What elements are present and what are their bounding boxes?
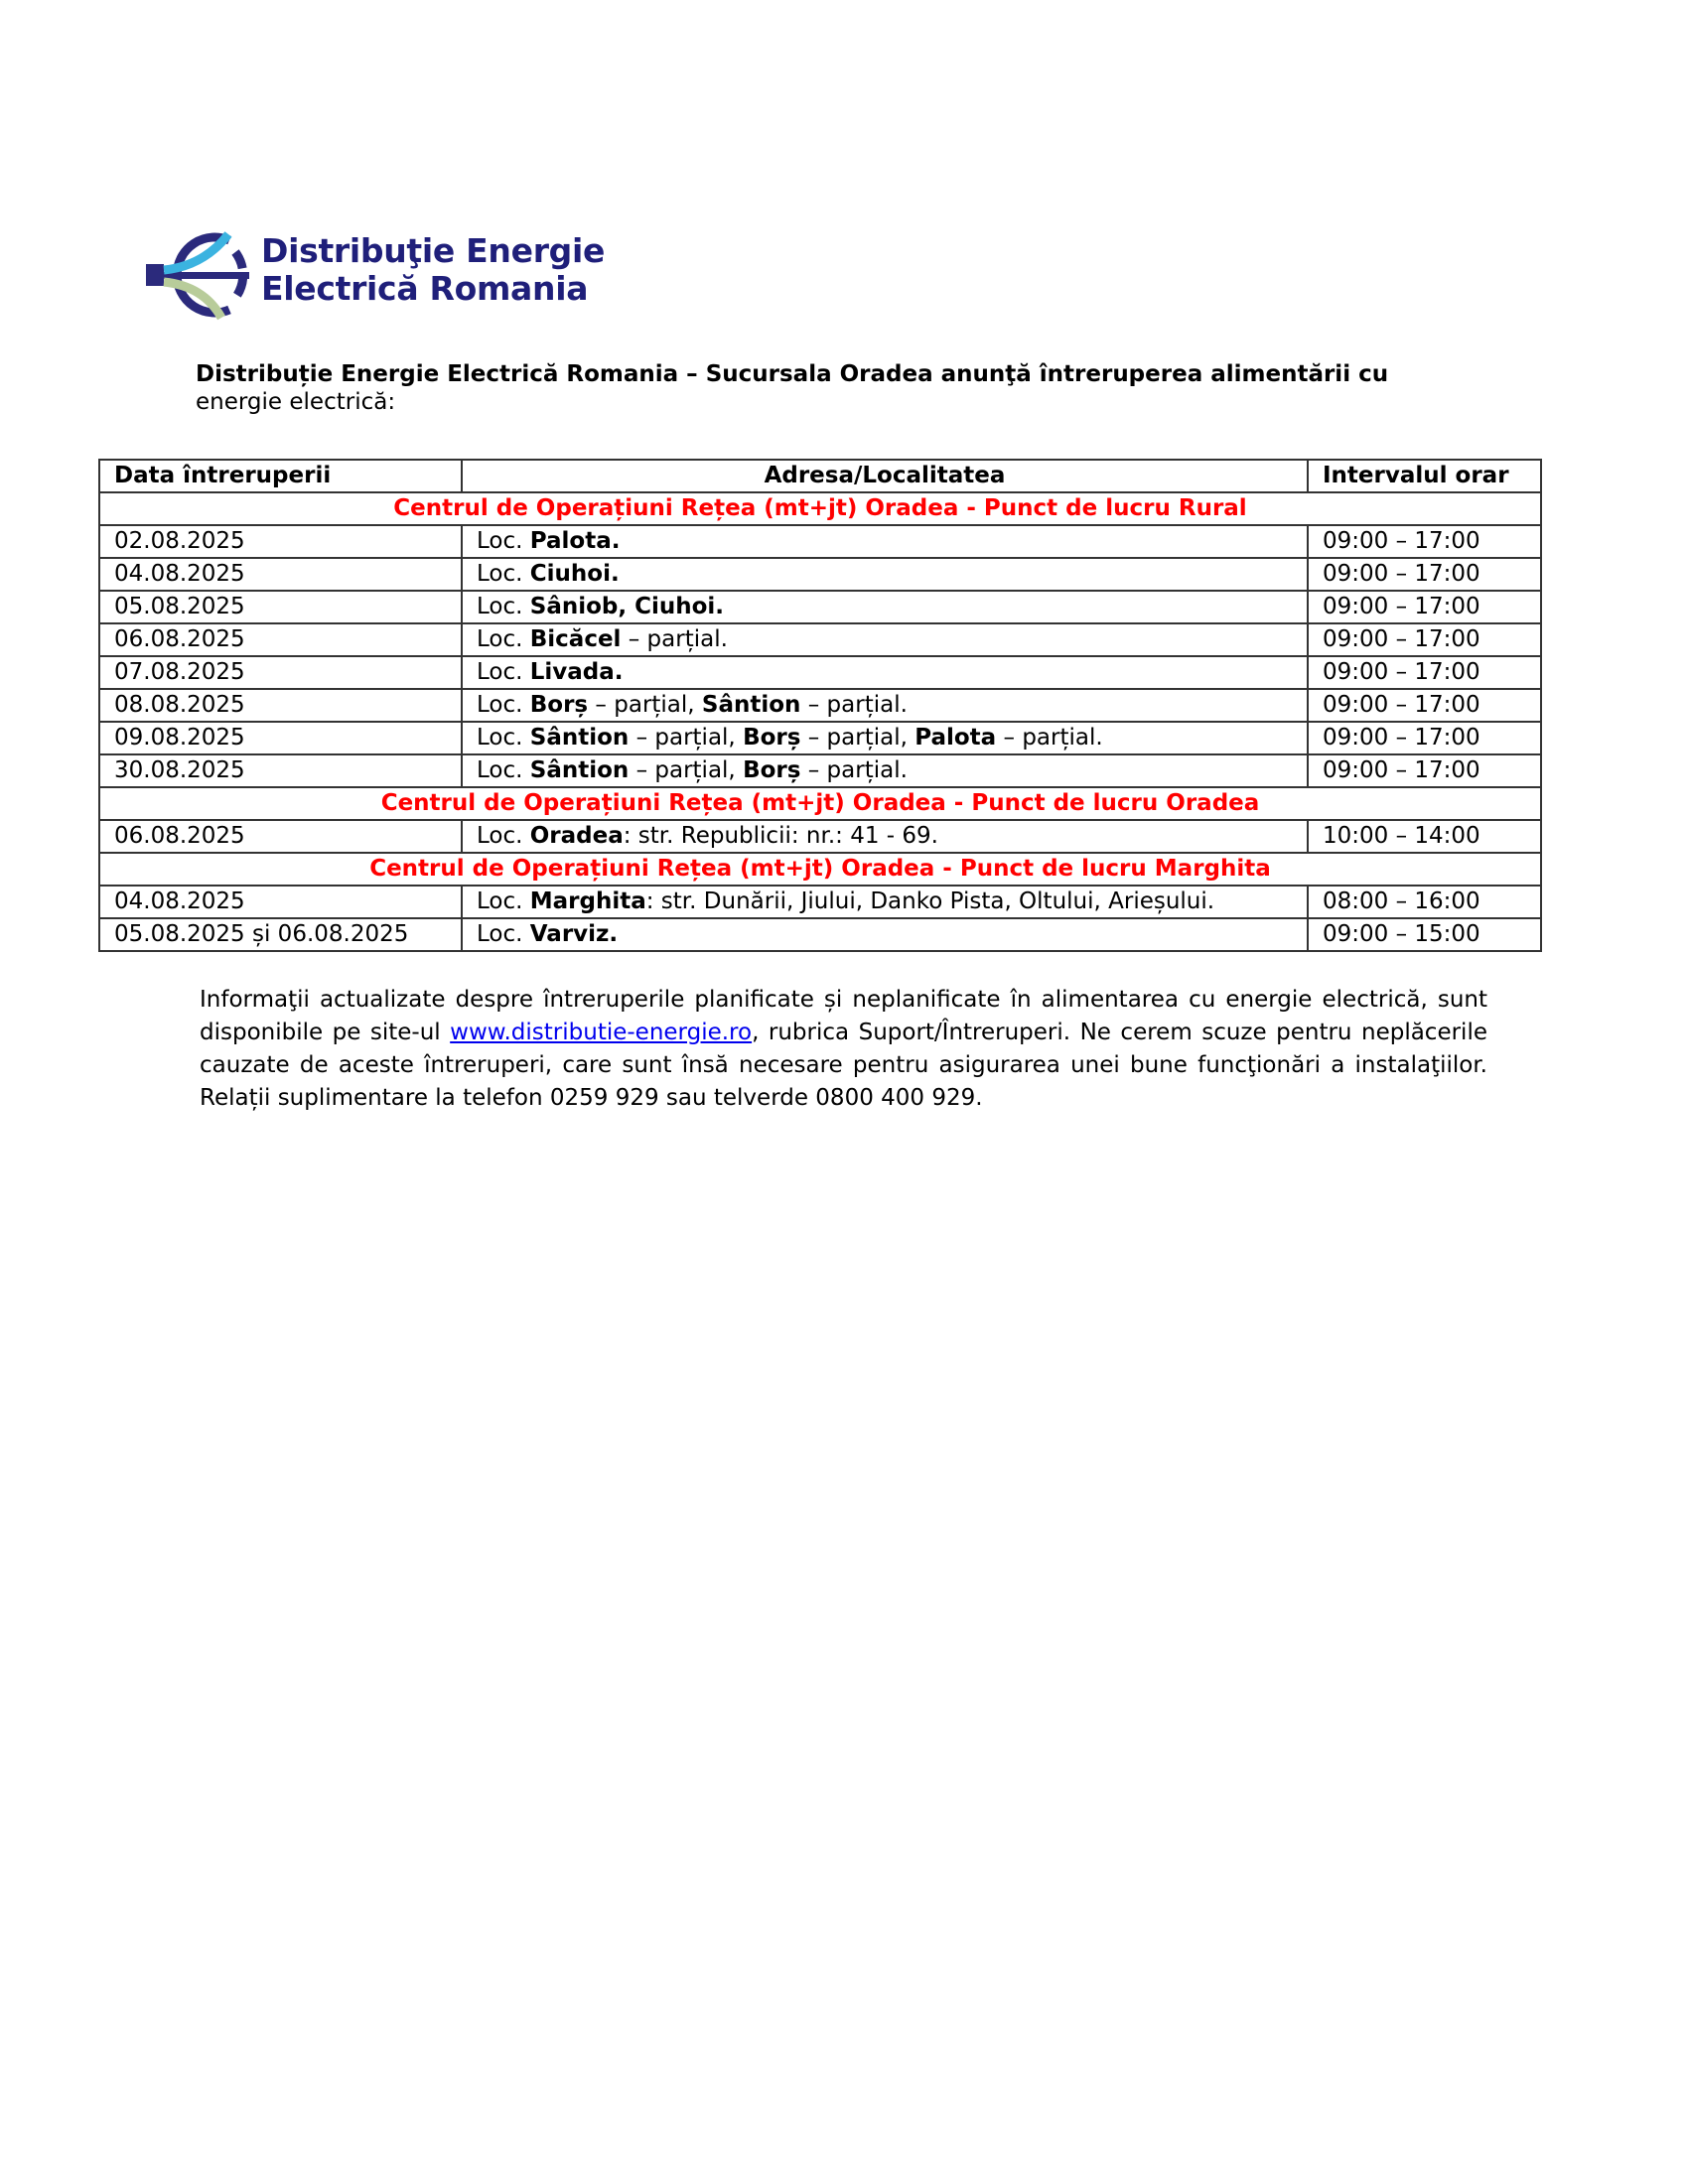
cell-date: 05.08.2025 — [99, 591, 462, 623]
address-text: Loc. — [477, 757, 530, 783]
header-address: Adresa/Localitatea — [462, 460, 1308, 492]
address-text: – parțial. — [800, 757, 908, 783]
address-text: – parțial. — [996, 725, 1103, 751]
section-row — [99, 492, 1541, 525]
table-row — [99, 591, 1541, 623]
cell-interval: 09:00 – 17:00 — [1308, 689, 1541, 722]
address-text: – parțial, — [588, 692, 702, 718]
cell-address — [462, 689, 1308, 722]
cell-interval: 09:00 – 15:00 — [1308, 918, 1541, 951]
cell-address — [462, 656, 1308, 689]
cell-interval: 09:00 – 17:00 — [1308, 656, 1541, 689]
table-row — [99, 656, 1541, 689]
locality-name: Borș — [529, 692, 589, 718]
address-text: Loc. — [477, 921, 530, 947]
locality-name: Palota. — [529, 528, 621, 554]
announcement-heading — [196, 360, 1496, 416]
table-body — [99, 492, 1541, 951]
locality-name: Livada. — [529, 659, 624, 685]
table-header-row — [99, 460, 1541, 492]
address-text: Loc. — [477, 659, 530, 685]
website-link[interactable]: www.distributie-energie.ro — [450, 1020, 753, 1045]
table-row — [99, 525, 1541, 558]
header-date: Data întreruperii — [99, 460, 462, 492]
logo-text — [261, 232, 605, 308]
address-text: – parțial. — [621, 626, 728, 652]
locality-name: Sântion — [529, 725, 630, 751]
table-row — [99, 918, 1541, 951]
table-row — [99, 722, 1541, 754]
heading-normal-line: energie electrică: — [196, 389, 396, 415]
cell-interval: 09:00 – 17:00 — [1308, 525, 1541, 558]
locality-name: Sântion — [701, 692, 801, 718]
outage-table — [98, 459, 1542, 952]
cell-address — [462, 918, 1308, 951]
cell-date: 04.08.2025 — [99, 886, 462, 918]
heading-bold-line: Distribuție Energie Electrică Romania – Sucursala Oradea anunţă întreruperea alimentării cu — [196, 361, 1389, 387]
cell-address — [462, 591, 1308, 623]
section-title: Centrul de Operațiuni Rețea (mt+jt) Oradea - Punct de lucru Rural — [99, 492, 1541, 525]
cell-date: 06.08.2025 — [99, 623, 462, 656]
address-text: – parțial, — [629, 757, 744, 783]
address-text: Loc. — [477, 561, 530, 587]
section-title: Centrul de Operațiuni Rețea (mt+jt) Oradea - Punct de lucru Oradea — [99, 787, 1541, 820]
cell-interval: 10:00 – 14:00 — [1308, 820, 1541, 853]
locality-name: Borș — [743, 757, 801, 783]
footer-paragraph — [200, 984, 1487, 1115]
address-text: : str. Dunării, Jiului, Danko Pista, Oltului, Arieșului. — [645, 888, 1215, 914]
logo-line-1: Distribuţie Energie — [261, 231, 606, 270]
address-text: Loc. — [477, 626, 530, 652]
cell-date: 06.08.2025 — [99, 820, 462, 853]
cell-address — [462, 525, 1308, 558]
cell-address — [462, 558, 1308, 591]
address-text: Loc. — [477, 594, 530, 619]
cell-interval: 09:00 – 17:00 — [1308, 591, 1541, 623]
cell-interval: 09:00 – 17:00 — [1308, 558, 1541, 591]
locality-name: Sâniob, Ciuhoi. — [529, 594, 725, 619]
table-row — [99, 886, 1541, 918]
address-text: – parțial. — [800, 692, 908, 718]
locality-name: Oradea — [529, 823, 624, 849]
section-row — [99, 787, 1541, 820]
cell-address — [462, 820, 1308, 853]
cell-interval: 09:00 – 17:00 — [1308, 722, 1541, 754]
address-text: Loc. — [477, 823, 530, 849]
locality-name: Sântion — [529, 757, 630, 783]
cell-address — [462, 886, 1308, 918]
footer-text-2: , rubrica Suport/Întreruperi. Ne cerem scuze pentru neplăcerile cauzate de aceste întreruperi, care sunt însă necesare pentru asigurarea unei bune funcţionări a instalaţiilor. Relații suplimentare la telefon 0259 929 sau telverde 0800 400 929. — [200, 1020, 1487, 1111]
cell-interval: 09:00 – 17:00 — [1308, 623, 1541, 656]
cell-date: 05.08.2025 și 06.08.2025 — [99, 918, 462, 951]
cell-interval: 09:00 – 17:00 — [1308, 754, 1541, 787]
logo-line-2: Electrică Romania — [261, 269, 589, 308]
table-row — [99, 623, 1541, 656]
section-row — [99, 853, 1541, 886]
section-title: Centrul de Operațiuni Rețea (mt+jt) Oradea - Punct de lucru Marghita — [99, 853, 1541, 886]
table-row — [99, 754, 1541, 787]
locality-name: Marghita — [529, 888, 646, 914]
cell-date: 04.08.2025 — [99, 558, 462, 591]
table-row — [99, 558, 1541, 591]
cell-address — [462, 754, 1308, 787]
logo-emblem-icon — [144, 230, 255, 322]
cell-date: 02.08.2025 — [99, 525, 462, 558]
cell-date: 09.08.2025 — [99, 722, 462, 754]
address-text: Loc. — [477, 528, 530, 554]
locality-name: Borș — [743, 725, 801, 751]
locality-name: Bicăcel — [529, 626, 622, 652]
cell-address — [462, 623, 1308, 656]
locality-name: Ciuhoi. — [529, 561, 620, 587]
address-text: – parțial, — [800, 725, 915, 751]
cell-date: 07.08.2025 — [99, 656, 462, 689]
address-text: : str. Republicii: nr.: 41 - 69. — [623, 823, 938, 849]
cell-address — [462, 722, 1308, 754]
cell-date: 08.08.2025 — [99, 689, 462, 722]
address-text: – parțial, — [629, 725, 744, 751]
address-text: Loc. — [477, 888, 530, 914]
header-interval: Intervalul orar — [1308, 460, 1541, 492]
address-text: Loc. — [477, 692, 530, 718]
company-logo — [144, 230, 606, 322]
cell-interval: 08:00 – 16:00 — [1308, 886, 1541, 918]
table-row — [99, 689, 1541, 722]
locality-name: Varviz. — [529, 921, 619, 947]
address-text: Loc. — [477, 725, 530, 751]
cell-date: 30.08.2025 — [99, 754, 462, 787]
locality-name: Palota — [914, 725, 997, 751]
table-row — [99, 820, 1541, 853]
footer-text-1: Informaţii actualizate despre întreruperile planificate și neplanificate în alimentarea cu energie electrică, sunt disponibile pe site-ul — [200, 987, 1487, 1045]
